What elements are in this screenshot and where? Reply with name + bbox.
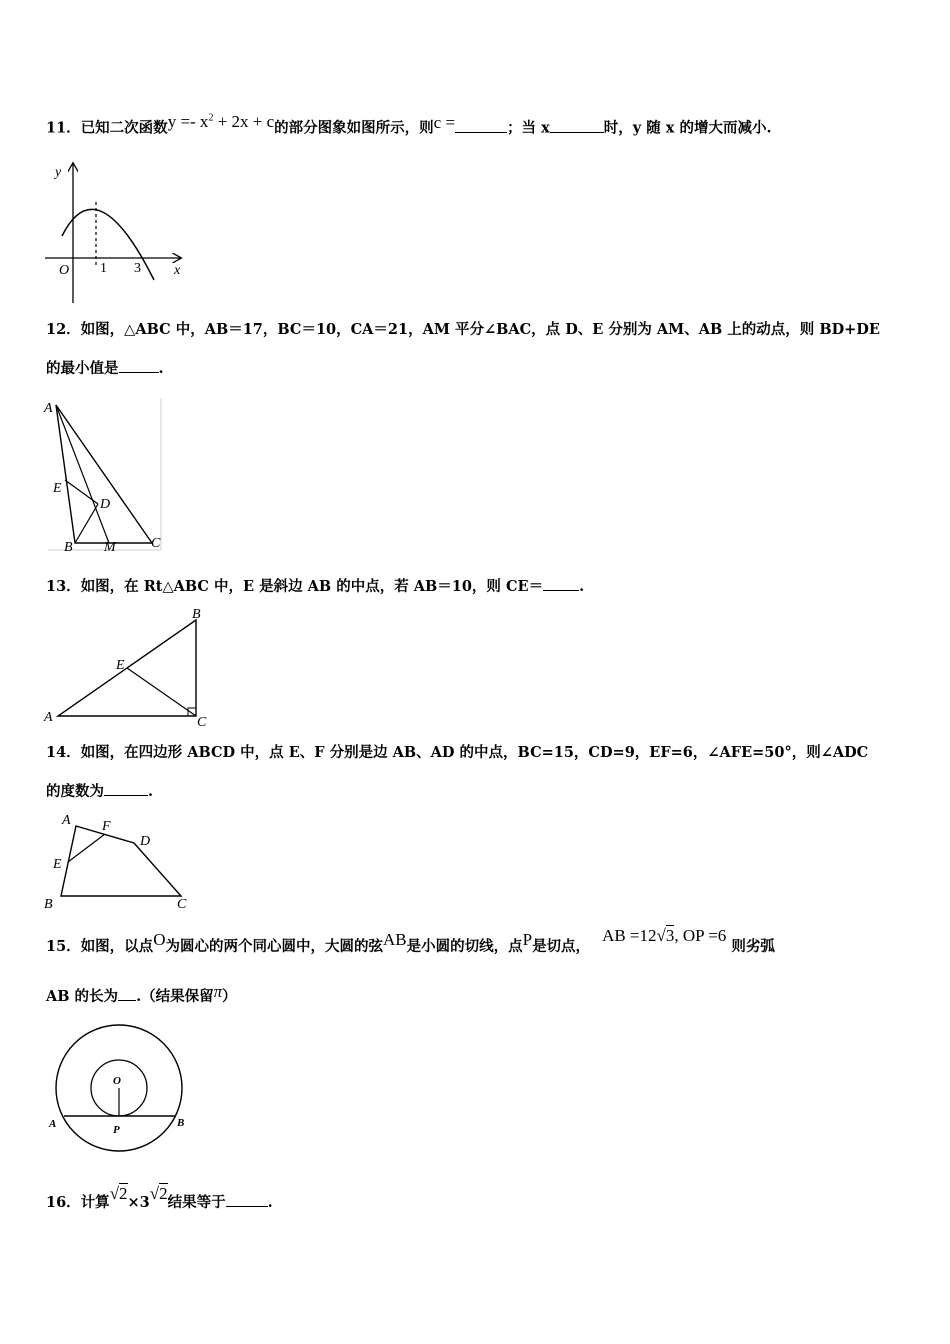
question-13 — [46, 576, 584, 597]
q16-text-2: 结果等于 — [167, 1194, 226, 1211]
label-b: B — [177, 1117, 185, 1129]
q16-text-1: 计算 — [80, 1194, 110, 1211]
q11-formula — [168, 112, 274, 131]
q11-text-3: ；当 x — [507, 119, 550, 137]
label-y: y — [55, 165, 62, 180]
label-a: A — [49, 1118, 57, 1130]
label-e: E — [116, 658, 125, 673]
q11-formula-a: y =- x — [167, 111, 209, 131]
q15-pi: π — [213, 982, 223, 1001]
q11-formula-b: + 2x + c — [213, 111, 275, 131]
q13-text: 如图，在 Rt△ABC 中，E 是斜边 AB 的中点，若 AB＝10，则 CE＝ — [80, 578, 544, 595]
question-15-line-1 — [46, 926, 775, 957]
q11-text-1: 已知二次函数 — [80, 119, 168, 137]
q16-end: . — [267, 1194, 273, 1211]
label-a: A — [44, 710, 53, 725]
label-b: B — [64, 540, 73, 555]
q14-number: 14． — [46, 744, 81, 761]
q15-line-2-c: ） — [222, 988, 237, 1005]
q16-sqrt-1-value: 2 — [119, 1184, 128, 1203]
question-15-line-2 — [46, 982, 237, 1007]
q12-number: 12． — [46, 321, 81, 338]
q11-formula-exp: 2 — [208, 112, 214, 123]
triangle-abc — [56, 405, 152, 543]
label-o: O — [113, 1075, 121, 1087]
figure-13-right-triangle — [42, 606, 217, 730]
q15-line-2-b: .（结果保留 — [136, 988, 214, 1005]
label-d: D — [100, 497, 111, 512]
q15-text-5: 则劣弧 — [731, 938, 775, 955]
q12-blank[interactable] — [119, 358, 159, 373]
q11-text-2: 的部分图象如图所示，则 — [274, 119, 434, 137]
q16-sqrt-2 — [150, 1184, 168, 1203]
label-origin: O — [59, 263, 70, 278]
sqrt-sign-icon: √ — [109, 1184, 120, 1203]
q15-point-o: O — [153, 930, 166, 949]
q11-blank-x[interactable] — [550, 118, 604, 133]
q15-text-1: 如图，以点 — [80, 938, 154, 955]
segment-bd — [75, 504, 98, 543]
figure-11-parabola — [42, 158, 192, 308]
q15-chord-ab: AB — [382, 930, 407, 949]
question-16 — [46, 1184, 273, 1213]
q13-number: 13． — [46, 578, 81, 595]
q16-times: ×3 — [127, 1194, 150, 1211]
label-c: C — [177, 897, 187, 912]
q14-end: . — [148, 783, 154, 800]
label-1: 1 — [100, 261, 107, 276]
figure-12-triangle — [42, 396, 167, 556]
label-c: C — [197, 715, 207, 730]
q11-blank-c[interactable] — [455, 118, 507, 133]
q15-number: 15． — [46, 938, 81, 955]
q15-text-2: 为圆心的两个同心圆中，大圆的弦 — [165, 938, 383, 955]
question-14-line-1 — [46, 743, 868, 763]
q15-condition — [602, 926, 726, 945]
label-e: E — [53, 857, 62, 872]
q12-line-1-text: 如图，△ABC 中，AB＝17，BC＝10，CA＝21，AM 平分∠BAC，点 D、E 分别为 AM、AB 上的动点，则 BD+DE — [80, 321, 880, 338]
label-3: 3 — [134, 261, 141, 276]
q15-point-p: P — [522, 930, 533, 949]
q15-line-2-a: AB 的长为 — [46, 988, 119, 1005]
q15-cond-ab: AB =12 — [602, 926, 657, 945]
q15-sqrt-value: 3 — [665, 926, 675, 945]
q15-cond-op: OP =6 — [682, 926, 727, 945]
label-b: B — [192, 607, 201, 622]
label-x: x — [174, 263, 181, 278]
q14-line-2-text: 的度数为 — [46, 783, 104, 800]
q12-line-2-text: 的最小值是 — [46, 360, 119, 377]
label-b: B — [44, 897, 53, 912]
q15-comma: , — [674, 926, 679, 945]
label-p: P — [113, 1124, 120, 1136]
label-m: M — [104, 540, 116, 555]
q16-blank[interactable] — [226, 1192, 268, 1207]
q14-line-1-text: 如图，在四边形 ABCD 中，点 E、F 分别是边 AB、AD 的中点，BC=15，CD=9，EF=6，∠AFE=50°，则∠ADC — [80, 744, 869, 761]
label-a: A — [44, 401, 53, 416]
label-c: C — [151, 536, 161, 551]
label-f: F — [102, 819, 111, 834]
question-12-line-1 — [46, 320, 880, 340]
q13-end: . — [579, 578, 585, 595]
question-12-line-2 — [46, 358, 164, 379]
segment-de — [65, 480, 98, 504]
question-11 — [46, 111, 772, 139]
q11-text-4: 时，y 随 x 的增大而减小. — [603, 119, 772, 137]
question-14-line-2 — [46, 781, 153, 802]
q16-sqrt-1 — [110, 1184, 128, 1203]
q16-sqrt-2-value: 2 — [159, 1184, 168, 1203]
segment-am — [56, 405, 109, 543]
figure-14-quadrilateral — [42, 810, 202, 915]
q14-blank[interactable] — [104, 781, 148, 796]
q13-blank[interactable] — [543, 576, 579, 591]
segment-ce — [127, 668, 196, 716]
q15-text-3: 是小圆的切线，点 — [406, 938, 523, 955]
quadrilateral-abcd — [61, 826, 181, 896]
q12-end: . — [158, 360, 164, 377]
label-e: E — [53, 481, 62, 496]
q11-c-eq: c = — [433, 112, 456, 132]
figure-15-concentric-circles — [44, 1026, 194, 1141]
q16-number: 16． — [46, 1194, 81, 1211]
sqrt-sign-icon: √ — [149, 1184, 160, 1203]
sqrt-sign-icon: √ — [656, 926, 666, 945]
q15-blank[interactable] — [118, 986, 136, 1001]
q15-text-4: 是切点， — [532, 938, 591, 955]
label-d: D — [140, 834, 151, 849]
label-a: A — [62, 813, 71, 828]
q11-number: 11． — [46, 119, 81, 137]
